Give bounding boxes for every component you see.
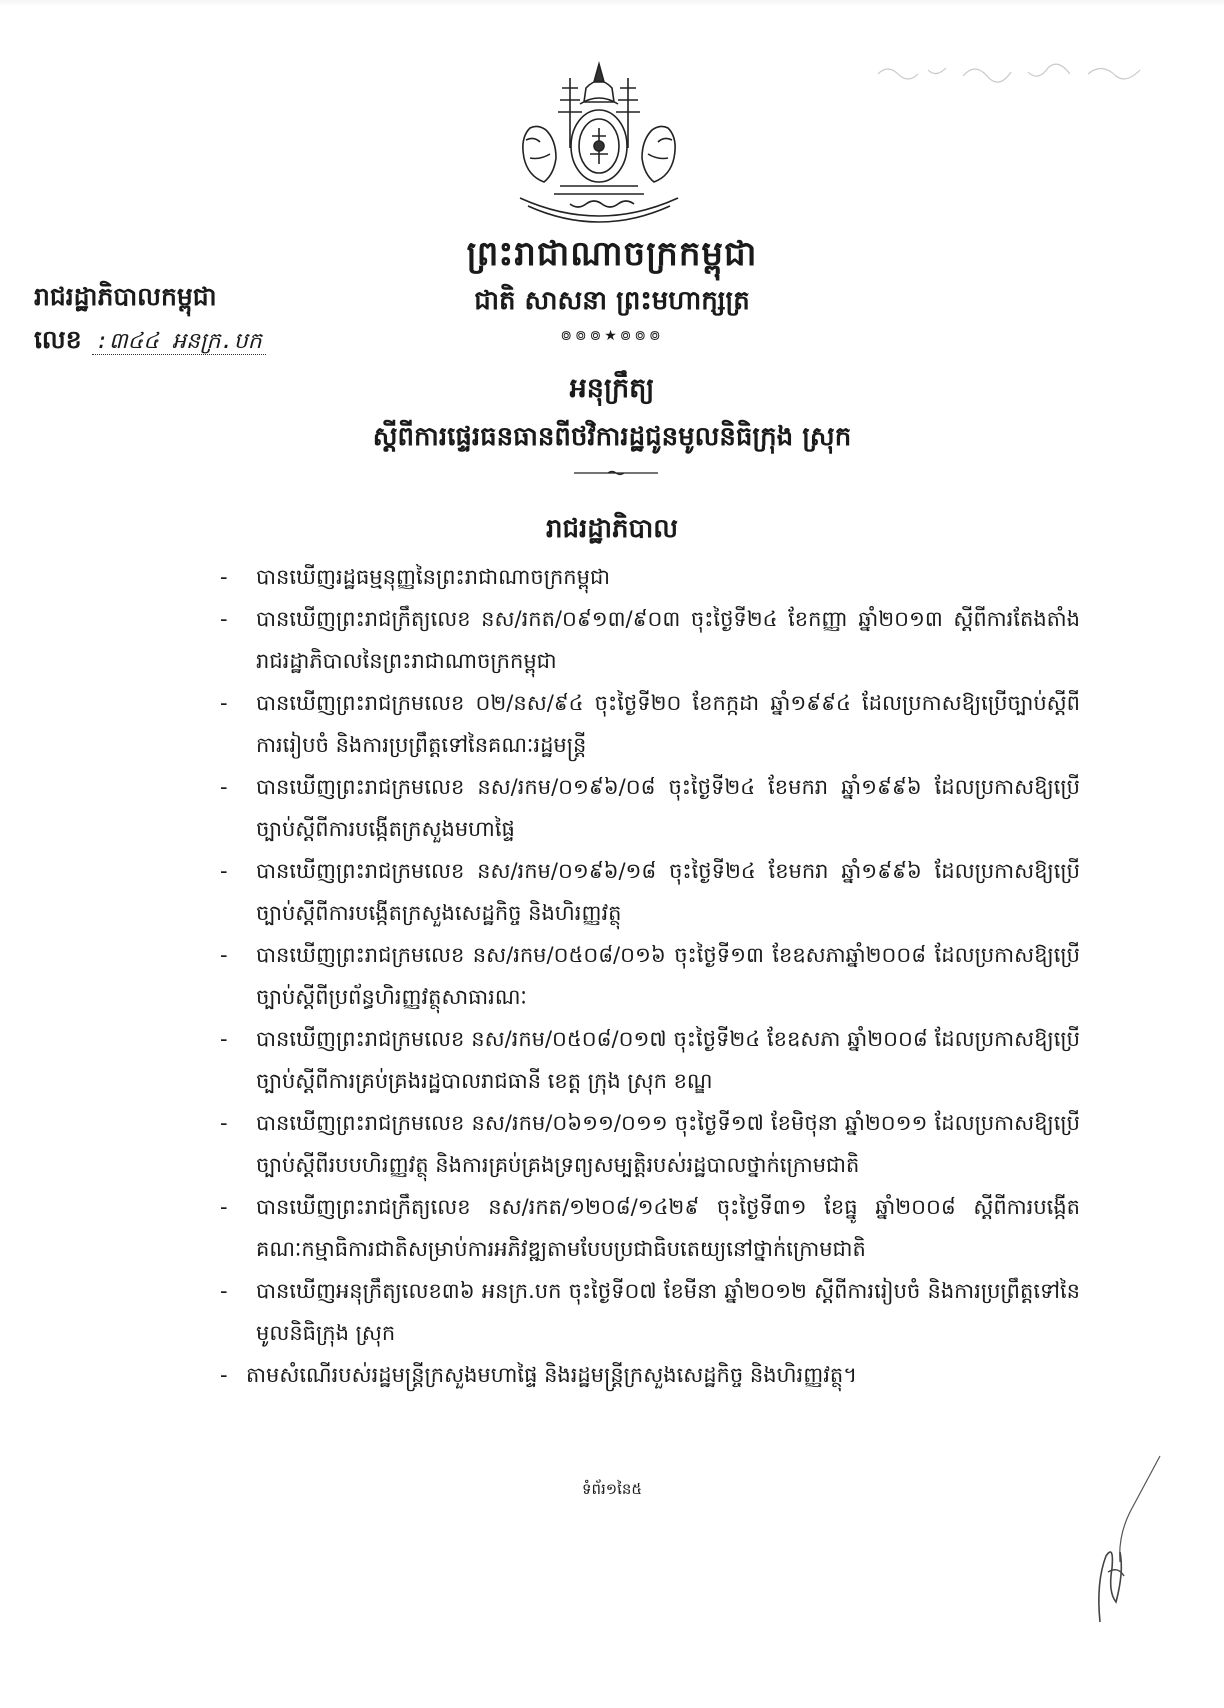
document-subject: ស្តីពីការផ្ទេរធនធានពីថវិការដ្ឋជូនមូលនិធិក្រុង ស្រុក bbox=[372, 422, 852, 452]
issuer-label: រាជរដ្ឋាភិបាលកម្ពុជា bbox=[34, 282, 217, 311]
list-item-text: បានឃើញព្រះរាជក្រឹត្យលេខ នស/រកត/០៩១៣/៩០៣ ចុះថ្ងៃទី២៤ ខែកញ្ញា ឆ្នាំ២០១៣ ស្តីពីការតែងតាំងរាជរដ្ឋាភិបាលនៃព្រះរាជាណាចក្រកម្ពុជា bbox=[256, 607, 1080, 673]
list-item bbox=[220, 1018, 1080, 1102]
national-motto: ជាតិ សាសនា ព្រះមហាក្សត្រ bbox=[474, 286, 750, 316]
list-item bbox=[220, 1354, 1080, 1396]
list-item-text: បានឃើញព្រះរាជក្រមលេខ នស/រកម/០៥០៨/០១៧ ចុះថ្ងៃទី២៤ ខែឧសភា ឆ្នាំ២០០៨ ដែលប្រកាសឱ្យប្រើច្បាប់ស្តីពីការគ្រប់គ្រងរដ្ឋបាលរាជធានី ខេត្ត ក្រុង ស្រុក ខណ្ឌ bbox=[256, 1027, 1080, 1093]
handwritten-initial-signature bbox=[1060, 1452, 1170, 1632]
list-item-text: បានឃើញព្រះរាជក្រមលេខ នស/រកម/០១៩៦/១៨ ចុះថ្ងៃទី២៤ ខែមករា ឆ្នាំ១៩៩៦ ដែលប្រកាសឱ្យប្រើច្បាប់ស្តីពីការបង្កើតក្រសួងសេដ្ឋកិច្ច និងហិរញ្ញវត្ថុ bbox=[256, 859, 1080, 925]
list-item bbox=[220, 682, 1080, 766]
list-item-text: បានឃើញព្រះរាជក្រមលេខ នស/រកម/០៦១១/០១១ ចុះថ្ងៃទី១៧ ខែមិថុនា ឆ្នាំ២០១១ ដែលប្រកាសឱ្យប្រើច្បាប់ស្តីពីរបបហិរញ្ញវត្ថុ និងការគ្រប់គ្រងទ្រព្យសម្បត្តិរបស់រដ្ឋបាលថ្នាក់ក្រោមជាតិ bbox=[256, 1111, 1080, 1177]
list-item-text: បានឃើញអនុក្រឹត្យលេខ៣៦ អនក្រ.បក ចុះថ្ងៃទី០៧ ខែមីនា ឆ្នាំ២០១២ ស្តីពីការរៀបចំ និងការប្រព្រឹត្តទៅនៃមូលនិធិក្រុង ស្រុក bbox=[256, 1279, 1080, 1345]
list-item-text: បានឃើញព្រះរាជក្រមលេខ ០២/នស/៩៤ ចុះថ្ងៃទី២០ ខែកក្កដា ឆ្នាំ១៩៩៤ ដែលប្រកាសឱ្យប្រើច្បាប់ស្តីពីការរៀបចំ និងការប្រព្រឹត្តទៅនៃគណៈរដ្ឋមន្ត្រី bbox=[256, 691, 1080, 757]
decorative-divider bbox=[574, 470, 658, 476]
faint-handwriting-mark bbox=[868, 52, 1168, 92]
reference-number bbox=[34, 325, 266, 361]
list-item-text: តាមសំណើរបស់រដ្ឋមន្ត្រីក្រសួងមហាផ្ទៃ និងរដ្ឋមន្ត្រីក្រសួងសេដ្ឋកិច្ច និងហិរញ្ញវត្ថុ។ bbox=[246, 1363, 858, 1387]
list-item bbox=[220, 1186, 1080, 1270]
list-dash: - bbox=[220, 859, 228, 883]
list-item bbox=[220, 766, 1080, 850]
kingdom-title: ព្រះរាជាណាចក្រកម្ពុជា bbox=[466, 234, 758, 274]
ornament-divider: ៙៙៙★៙៙៙ bbox=[560, 328, 664, 344]
list-item-text: បានឃើញព្រះរាជក្រមលេខ នស/រកម/០១៩៦/០៨ ចុះថ្ងៃទី២៤ ខែមករា ឆ្នាំ១៩៩៦ ដែលប្រកាសឱ្យប្រើច្បាប់ស្តីពីការបង្កើតក្រសួងមហាផ្ទៃ bbox=[256, 775, 1080, 841]
list-item bbox=[220, 850, 1080, 934]
list-dash: - bbox=[220, 1195, 228, 1219]
list-item bbox=[220, 1102, 1080, 1186]
section-heading: រាជរដ្ឋាភិបាល bbox=[545, 514, 679, 544]
list-item bbox=[220, 934, 1080, 1018]
reference-label: លេខ bbox=[34, 325, 82, 354]
list-item bbox=[220, 598, 1080, 682]
preamble-list bbox=[220, 556, 1080, 1396]
list-dash: - bbox=[220, 1027, 228, 1051]
list-item-text: បានឃើញរដ្ឋធម្មនុញ្ញនៃព្រះរាជាណាចក្រកម្ពុជា bbox=[256, 565, 610, 589]
list-item-text: បានឃើញព្រះរាជក្រមលេខ នស/រកម/០៥០៨/០១៦ ចុះថ្ងៃទី១៣ ខែឧសភាឆ្នាំ២០០៨ ដែលប្រកាសឱ្យប្រើច្បាប់ស្តីពីប្រព័ន្ធហិរញ្ញវត្ថុសាធារណៈ bbox=[256, 943, 1080, 1009]
list-dash: - bbox=[220, 1111, 228, 1135]
page-indicator: ទំព័រ១នៃ៥ bbox=[581, 1480, 643, 1498]
list-dash: - bbox=[220, 691, 228, 715]
scan-edge bbox=[0, 0, 1224, 6]
list-dash: - bbox=[220, 607, 228, 631]
list-dash: - bbox=[220, 1279, 228, 1303]
list-dash: - bbox=[220, 943, 228, 967]
document-type-title: អនុក្រឹត្យ bbox=[569, 373, 655, 404]
royal-coat-of-arms-emblem bbox=[500, 58, 698, 228]
list-item-text: បានឃើញព្រះរាជក្រឹត្យលេខ នស/រកត/១២០៨/១៤២៩ ចុះថ្ងៃទី៣១ ខែធ្នូ ឆ្នាំ២០០៨ ស្តីពីការបង្កើតគណៈកម្មាធិការជាតិសម្រាប់ការអភិវឌ្ឍតាមបែបប្រជាធិបតេយ្យនៅថ្នាក់ក្រោមជាតិ bbox=[256, 1195, 1080, 1261]
list-dash: - bbox=[220, 775, 228, 799]
list-dash: - bbox=[220, 565, 228, 589]
reference-value: :៣៤៤ អនក្រ.បក bbox=[92, 329, 266, 355]
list-item bbox=[220, 556, 1080, 598]
list-item bbox=[220, 1270, 1080, 1354]
list-dash: - bbox=[220, 1363, 228, 1387]
